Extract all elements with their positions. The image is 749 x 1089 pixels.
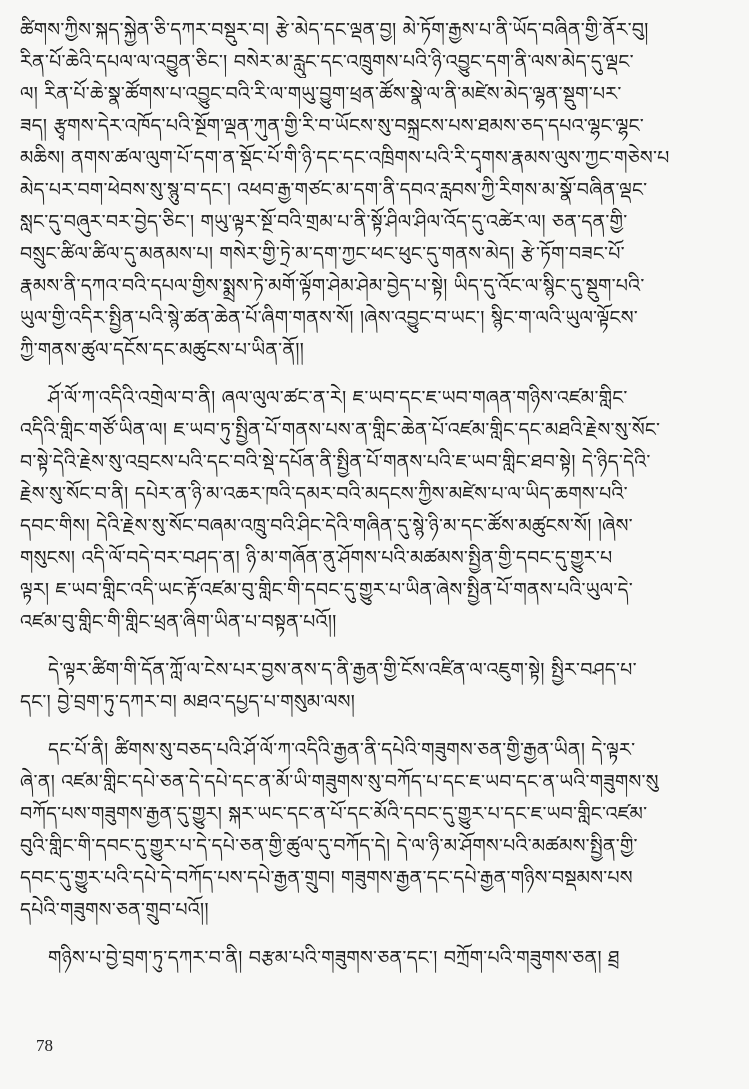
text-line: བཀོད་པས་གཟུགས་རྒྱན་དུ་གྱུར། སྐར་ཡང་དང་ན་པོ་དང་མོའི་དབང་དུ་གྱུར་པ་དང་ཇ་ཡབ་གླིང་འཛམ་ — [20, 803, 648, 825]
paragraph-4 — [20, 734, 735, 926]
text-line: གཉིས་པ་བྱེ་བྲག་ཏུ་དཀར་བ་ནི། བརྩམ་པའི་གཟུགས་ཅན་དང་། བཀྲོག་པའི་གཟུགས་ཅན། ཐྲ — [48, 947, 620, 969]
text-line: ལ། རིན་པོ་ཆེ་སྣ་ཚོགས་པ་འབྱུང་བའི་རི་ལ་གཡུ་བྱུག་ཕྲན་ཚོས་སྣེ་ལ་ནི་མཛེས་མེད་ལྷན་སྡུག་པར་ — [20, 83, 622, 105]
text-line: དེ་ལྟར་ཚིག་གི་དོན་ཀློ་ལ་ངེས་པར་བྱས་ནས་ད་ནི་རྒྱན་གྱི་ངོས་འཛིན་ལ་འཇུག་སྟེ། སྤྱིར་བཤད་པ་ — [48, 659, 637, 681]
text-line: ཞེ་ན། འཛམ་གླིང་དཔེ་ཅན་དེ་དཔེ་དང་ན་མོ་ཡི་གཟུགས་སུ་བཀོད་པ་དང་ཇ་ཡབ་དང་ན་ཡའི་གཟུགས་སུ — [20, 771, 659, 793]
text-line: ཀྱི་གནས་ཚུལ་དངོས་དང་མཚུངས་པ་ཡིན་ནོ།། — [20, 339, 305, 361]
body-text — [20, 14, 735, 990]
text-line: ཚིགས་ཀྱིས་སྐད་སྐྱེན་ཅི་དཀར་བསྡུར་བ། རྩེ་མེད་དང་ལྡན་བྱ། མེ་ཏོག་རྒྱས་པ་ནི་ཡོད་བཞིན་གྱི་ནོར་བུ། — [20, 19, 649, 41]
text-line: མཆིས། ནགས་ཚལ་ལུག་པོ་དག་ན་སྡོང་པོ་གི་ཉི་དང་དང་འཁྲིགས་པའི་རི་དྭགས་རྣམས་ལུས་ཀྱང་གཅེས་པ — [20, 147, 670, 169]
text-line: རྣམས་ནི་དཀའ་བའི་དཔལ་གྱིས་སྨྲས་ཏེ་མགོ་ལྟོག་ཤེམ་ཤེམ་བྱེད་པ་སྟེ། ཡིད་དུ་འོང་ལ་སྙིང་དུ་སྡུག་པའི་ — [20, 275, 645, 297]
text-line: འཛམ་བུ་གླིང་གི་གླིང་ཕྲན་ཞིག་ཡིན་པ་བསྟན་པའོ།། — [20, 611, 337, 633]
text-line: བསྲུང་ཚིལ་ཚིལ་དུ་མནམས་པ། གསེར་གྱི་ཏྲེ་མ་དག་ཀྱང་ཕང་ཕུང་དུ་གནས་མེད། རྩེ་ཏོག་བཟང་པོ་ — [20, 243, 625, 265]
text-line: དང་། བྱེ་བྲག་ཏུ་དཀར་བ། མཐའ་དཔྱད་པ་གསུམ་ལས། — [20, 691, 356, 713]
page-number: 78 — [36, 1036, 53, 1055]
paragraph-1 — [20, 14, 735, 366]
text-line: རིན་པོ་ཆེའི་དཔལ་ལ་འབྱུན་ཅིང་། བསེར་མ་རླུང་དང་འཁྲུགས་པའི་ཉི་འབྱུང་དག་ནི་ལས་མེད་དུ་ལྡང་ — [20, 51, 634, 73]
text-line: དབང་གིས། དེའི་རྗེས་སུ་སོང་བཞམ་འཁྲུ་བའི་ཤིང་དེའི་གཞིན་དུ་སྙེ་ཉི་མ་དང་ཚོས་མཚུངས་སོ། །ཞེས་ — [20, 515, 633, 537]
paragraph-5 — [20, 942, 735, 974]
text-line: འདིའི་གླིང་གཙོ་ཡིན་ལ། ཇ་ཡབ་ཏུ་སྤྱིན་པོ་གནས་པས་ན་གླིང་ཆེན་པོ་འཛམ་གླིང་དང་མཐའི་རྗེས་སུ་སོང་ — [20, 419, 661, 441]
paragraph-2 — [20, 382, 735, 638]
text-line: དང་པོ་ནི། ཚིགས་སུ་བཅད་པའི་ཤོ་ལོ་ཀ་འདིའི་རྒྱན་ནི་དཔེའི་གཟུགས་ཅན་གྱི་རྒྱན་ཡིན། དེ་ལྟར་ — [48, 739, 636, 761]
text-line: ལྟར། ཇ་ཡབ་གླིང་འདི་ཡང་རྟོ་འཛམ་བུ་གླིང་གི་དབང་དུ་གྱུར་པ་ཡིན་ཞེས་སྤྱིན་པོ་གནས་པའི་ཡུལ་དེ་ — [20, 579, 633, 601]
text-line: དཔེའི་གཟུགས་ཅན་གྲུབ་པའོ།། — [20, 899, 209, 921]
paragraph-3 — [20, 654, 735, 718]
text-line: དབང་དུ་གྱུར་པའི་དཔེ་དེ་བཀོད་པས་དཔེ་རྒྱན་གྲུབ། གཟུགས་རྒྱན་དང་དཔེ་རྒྱན་གཉིས་བསྡམས་པས — [20, 867, 633, 889]
text-line: ཤོ་ལོ་ཀ་འདིའི་འགྲེལ་བ་ནི། ཞལ་ལུལ་ཚང་ན་རེ། ཇ་ཡབ་དང་ཇ་ཡབ་གཞན་གཉིས་འཛམ་གླིང་ — [48, 387, 628, 409]
text-line: གསུངས། འདི་ལོ་བདེ་བར་བཤད་ན། ཉི་མ་གཞོན་ནུ་ཤོགས་པའི་མཚམས་སྤྱིན་གྱི་དབང་དུ་གྱུར་པ — [20, 547, 613, 569]
text-line: སླང་དུ་བཞུར་བར་བྱེད་ཅིང་། གཡུ་ལྟར་སྔོ་བའི་གྲམ་པ་ནི་སྟོ་ཤིལ་ཤིལ་འོད་དུ་འཚེར་ལ། ཅན་དན་གྱི་ — [20, 211, 628, 233]
text-line: ཡུལ་གྱི་འདིར་སྤྱིན་པའི་སྙེ་ཚན་ཆེན་པོ་ཞིག་གནས་སོ། །ཞེས་འབྱུང་བ་ཡང་། སྙིང་ག་ལའི་ཡུལ་ལྟོངས་ — [20, 307, 638, 329]
text-line: རྗེས་སུ་སོང་བ་ནི། དཔེར་ན་ཉི་མ་འཆར་ཁའི་དམར་བའི་མདངས་ཀྱིས་མཛེས་པ་ལ་ཡིད་ཆགས་པའི་ — [20, 483, 628, 505]
text-line: བ་སྟེ་དེའི་རྗེས་སུ་འབྲངས་པའི་དང་བའི་སྡེ་དཔོན་ནི་སྤྱིན་པོ་གནས་པའི་ཇ་ཡབ་གླིང་ཐབ་སྟེ། དེ་ཉིད་དེའི་ — [20, 451, 651, 473]
text-line: བུའི་གླིང་གི་དབང་དུ་གྱུར་པ་དེ་དཔེ་ཅན་གྱི་ཚུལ་དུ་བཀོད་དེ། དེ་ལ་ཉི་མ་ཤོགས་པའི་མཚམས་སྤྱིན་གྱི་ — [20, 835, 638, 857]
text-line: ཟད། རྩྭགས་དེར་འཁོད་པའི་སྔོག་ལྡན་ཀུན་གྱི་རི་བ་ཡོངས་སུ་བསྐྲངས་པས་ཐམས་ཅད་དཔའ་ལྷང་ལྷང་ — [20, 115, 644, 137]
text-line: མེད་པར་བག་ཕེབས་སུ་སྙུ་བ་དང་། འཕབ་རྒྱ་གཙང་མ་དག་ནི་དབའ་རླབས་ཀྱི་རིགས་མ་སྣོ་བཞིན་ལྡང་ — [20, 179, 648, 201]
